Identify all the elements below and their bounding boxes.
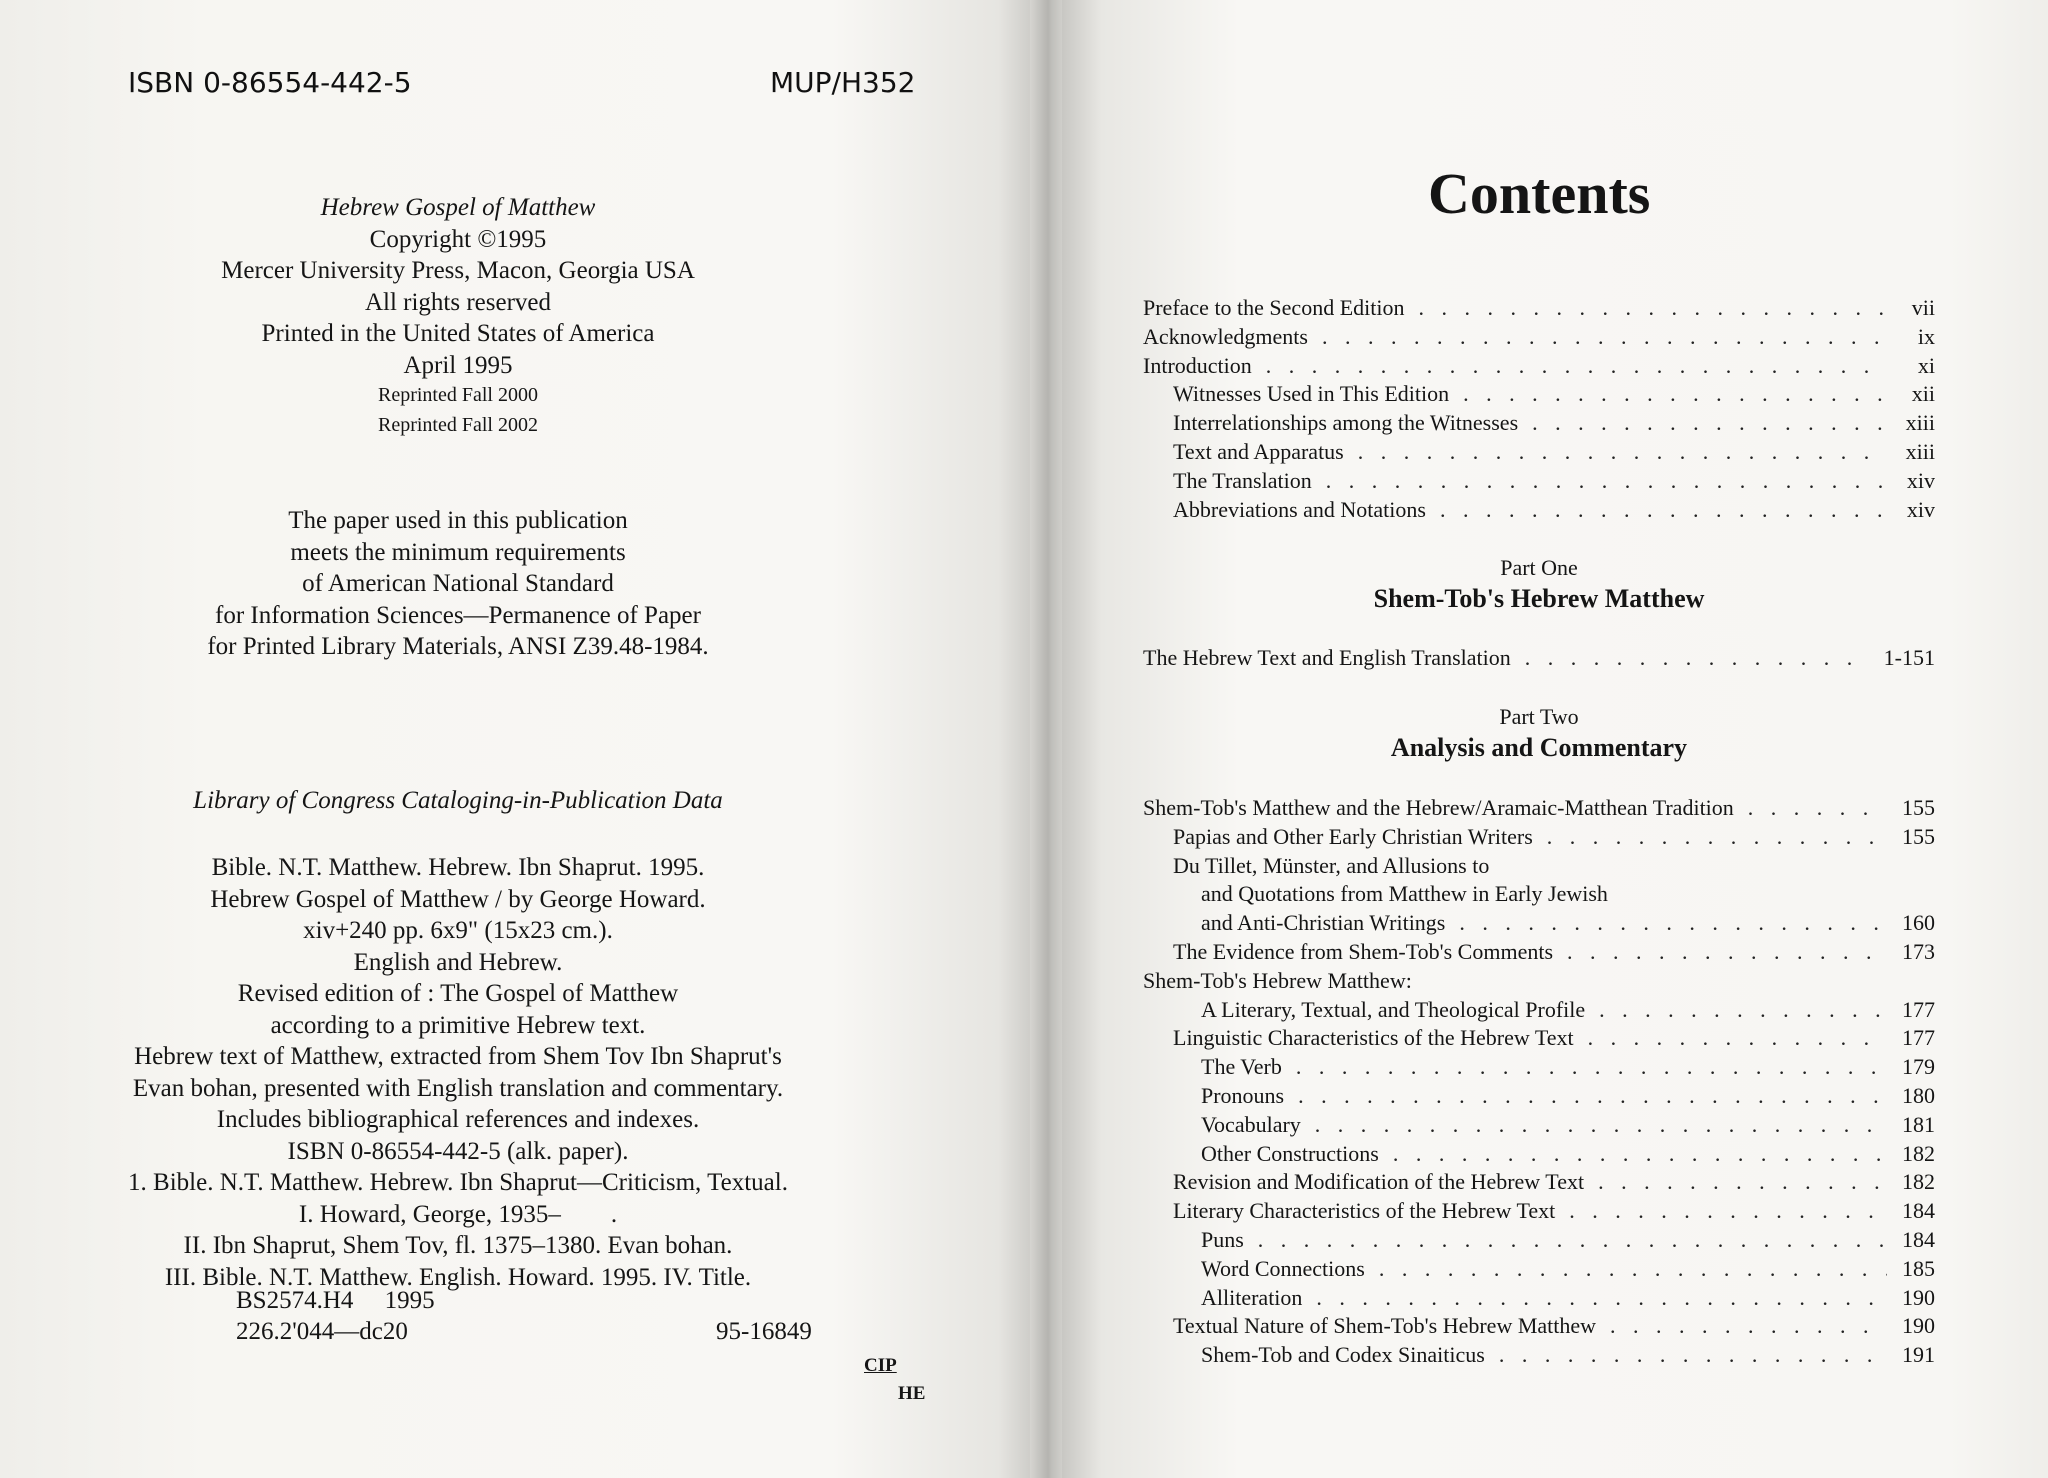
toc-entry [1143,381,1935,410]
cip-line: Bible. N.T. Matthew. Hebrew. Ibn Shaprut. 1995. [211,854,705,881]
toc-page-number: 160 [1902,910,1935,936]
cip-record [128,852,788,1293]
toc-page-number: 190 [1902,1313,1935,1339]
toc-entry [1143,1083,1935,1112]
toc-entry [1143,295,1935,324]
toc-page-number: 155 [1902,795,1935,820]
toc-entry-title: and Quotations from Matthew in Early Jewish [1201,881,1608,907]
toc-page-number: 177 [1902,996,1935,1022]
toc-entry-title: Revision and Modification of the Hebrew Text [1173,1169,1585,1195]
toc-entry-title: Preface to the Second Edition [1143,295,1405,320]
toc-page-number: 155 [1902,823,1935,849]
toc-entry-title: The Hebrew Text and English Translation [1143,645,1511,670]
toc-dot-leader [1358,439,1887,465]
toc-entry [1143,1198,1935,1227]
toc-dot-leader [1610,1313,1887,1339]
toc-entry-title: Word Connections [1201,1255,1365,1281]
cip-line: xiv+240 pp. 6x9" (15x23 cm.). [303,917,613,944]
cip-line: Evan bohan, presented with English translation and commentary. [132,1074,784,1102]
toc-dot-leader [1532,410,1887,436]
cip-line: III. Bible. N.T. Matthew. English. Howard. 1995. IV. Title. [164,1263,752,1291]
toc-page-number: 184 [1902,1227,1935,1252]
toc-page-number: 173 [1902,939,1935,964]
toc-page-number: 1-151 [1883,645,1935,670]
cip-line: I. Howard, George, 1935– . [298,1200,618,1228]
toc-dot-leader [1525,645,1870,671]
toc-entry-title: The Translation [1173,467,1312,493]
toc-dot-leader [1440,497,1887,523]
toc-page-number: xiv [1906,467,1935,493]
paper-notice-line: for Printed Library Materials, ANSI Z39.48-1984. [207,633,709,660]
toc-entry [1143,1313,1935,1342]
toc-entry [1143,439,1935,468]
toc-entry [1143,468,1935,497]
copyright-line: Copyright ©1995 [369,225,547,253]
toc-entry [1143,324,1935,353]
part-label: Part Two [1499,704,1579,729]
toc-page-number: xi [1917,352,1935,378]
toc-page-number: 179 [1902,1054,1935,1080]
cip-mark: CIP [864,1355,897,1376]
toc-dot-leader [1567,939,1887,965]
toc-entry-title: Puns [1201,1227,1244,1252]
toc-entry [1143,881,1935,910]
toc-page-number: 182 [1902,1140,1935,1166]
toc-entry-title: Other Constructions [1201,1140,1379,1166]
toc-entry [1143,910,1935,939]
toc-page-number: 181 [1902,1111,1935,1137]
toc-entry-title: Interrelationships among the Witnesses [1173,410,1519,436]
lccn: 95-16849 [716,1318,812,1345]
paper-notice-line: for Information Sciences—Permanence of Paper [215,601,701,629]
toc-entry-title: Text and Apparatus [1173,439,1344,464]
toc-dot-leader [1459,910,1887,936]
toc-entry [1143,997,1935,1026]
toc-entry [1143,968,1935,997]
reprint-line: Reprinted Fall 2000 [378,384,538,406]
toc-entry-title: Introduction [1143,352,1252,378]
cip-line: English and Hebrew. [353,948,563,976]
contents-title: Contents [1428,161,1651,226]
class-number: 226.2'044—dc20 [236,1318,408,1345]
toc-entry [1143,410,1935,439]
isbn-header: ISBN 0-86554-442-5 [128,66,412,99]
toc-entry-title: Acknowledgments [1143,323,1308,349]
toc-dot-leader [1315,1112,1887,1138]
toc-entry-title: Literary Characteristics of the Hebrew Text [1173,1198,1556,1224]
rights-line: All rights reserved [364,288,552,316]
toc-entry-title: Shem-Tob's Matthew and the Hebrew/Aramaic-Matthean Tradition [1143,795,1734,820]
toc-entry [1143,1141,1935,1170]
toc-dot-leader [1326,468,1887,494]
toc-entry [1143,1112,1935,1141]
toc-dot-leader [1499,1342,1887,1368]
cip-line: 1. Bible. N.T. Matthew. Hebrew. Ibn Shaprut—Criticism, Textual. [128,1169,788,1196]
paper-notice-line: of American National Standard [302,570,614,597]
toc-entry [1143,1256,1935,1285]
toc-page-number: xiii [1905,439,1935,464]
toc-entry [1143,1342,1935,1371]
cip-line: according to a primitive Hebrew text. [270,1011,646,1039]
part-title: Shem-Tob's Hebrew Matthew [1373,584,1705,613]
toc-entry-title: Linguistic Characteristics of the Hebrew Text [1173,1025,1574,1051]
toc-entry-title: Papias and Other Early Christian Writers [1173,823,1533,849]
cip-heading: Library of Congress Cataloging-in-Publication Data [193,787,723,814]
toc-dot-leader [1598,1169,1887,1195]
paper-notice [128,505,788,663]
reprint-line: Reprinted Fall 2002 [378,413,538,436]
toc-entry [1143,1054,1935,1083]
toc-dot-leader [1748,795,1887,821]
toc-entry [1143,853,1935,882]
toc-dot-leader [1393,1141,1887,1167]
cip-line: Includes bibliographical references and indexes. [216,1106,700,1133]
publisher-line: Mercer University Press, Macon, Georgia USA [221,257,695,284]
toc-dot-leader [1588,1025,1887,1051]
toc-entry [1143,1169,1935,1198]
toc-page-number: xiii [1905,410,1935,436]
part-label: Part One [1500,555,1578,580]
cip-line: Hebrew text of Matthew, extracted from Shem Tov Ibn Shaprut's [134,1043,782,1070]
call-number: BS2574.H4 1995 [236,1287,435,1314]
part-title: Analysis and Commentary [1390,733,1688,762]
toc-entry [1143,497,1935,526]
toc-dot-leader [1298,1083,1887,1109]
toc-entry-title: Alliteration [1201,1284,1303,1310]
toc-entry [1143,1285,1935,1314]
toc-entry-title: Du Tillet, Münster, and Allusions to [1173,852,1490,878]
toc-entry-title: Shem-Tob's Hebrew Matthew: [1143,967,1412,993]
toc-entry-title: The Evidence from Shem-Tob's Comments [1173,939,1554,964]
toc-entry [1143,824,1935,853]
paper-notice-line: The paper used in this publication [288,507,628,534]
cip-line: II. Ibn Shaprut, Shem Tov, fl. 1375–1380. Evan bohan. [183,1232,733,1259]
cip-line: ISBN 0-86554-442-5 (alk. paper). [287,1137,629,1165]
date-line: April 1995 [403,351,513,379]
cip-line: Revised edition of : The Gospel of Matthew [237,980,679,1007]
toc-dot-leader [1569,1198,1887,1224]
toc-entry-title: Shem-Tob and Codex Sinaiticus [1201,1342,1485,1368]
paper-notice-line: meets the minimum requirements [290,538,626,566]
toc-entry [1143,645,1935,674]
toc-dot-leader [1258,1227,1887,1253]
toc-page-number: 184 [1902,1198,1935,1224]
toc-dot-leader [1463,381,1887,407]
publisher-code-header: MUP/H352 [770,66,916,99]
toc-page-number: xii [1911,381,1935,407]
toc-entry-title: Abbreviations and Notations [1173,496,1426,522]
toc-dot-leader [1379,1256,1887,1282]
toc-page-number: 182 [1902,1169,1935,1195]
cip-line: Hebrew Gospel of Matthew / by George Howard. [210,885,706,913]
copyright-block [128,192,788,440]
toc-entry-title: Textual Nature of Shem-Tob's Hebrew Matthew [1173,1313,1597,1339]
toc-entry-title: Pronouns [1201,1083,1285,1108]
toc-entry [1143,1227,1935,1256]
toc-page-number: ix [1917,323,1935,349]
toc-entry-title: Witnesses Used in This Edition [1173,381,1450,407]
toc-page-number: 191 [1902,1342,1935,1368]
toc-entry-title: A Literary, Textual, and Theological Profile [1201,996,1586,1022]
toc-dot-leader [1599,997,1887,1023]
toc-page-number: vii [1911,295,1935,320]
book-title: Hebrew Gospel of Matthew [320,194,596,221]
toc-entry [1143,939,1935,968]
toc-dot-leader [1296,1054,1887,1080]
toc-page-number: 180 [1902,1083,1935,1108]
toc-page-number: 177 [1902,1025,1935,1051]
printed-line: Printed in the United States of America [261,320,655,347]
toc-entry [1143,1025,1935,1054]
toc-page-number: xiv [1906,496,1935,522]
toc-entry [1143,353,1935,382]
toc-entry-title: Vocabulary [1201,1111,1301,1137]
toc-entry [1143,795,1935,824]
toc-dot-leader [1418,295,1887,321]
toc-dot-leader [1547,824,1887,850]
toc-dot-leader [1266,353,1887,379]
he-mark: HE [898,1383,926,1404]
toc-page-number: 185 [1902,1255,1935,1281]
toc-dot-leader [1322,324,1887,350]
toc-page-number: 190 [1902,1284,1935,1310]
toc-entry-title: and Anti-Christian Writings [1201,910,1446,936]
toc-entry-title: The Verb [1201,1054,1282,1080]
toc-dot-leader [1316,1285,1887,1311]
